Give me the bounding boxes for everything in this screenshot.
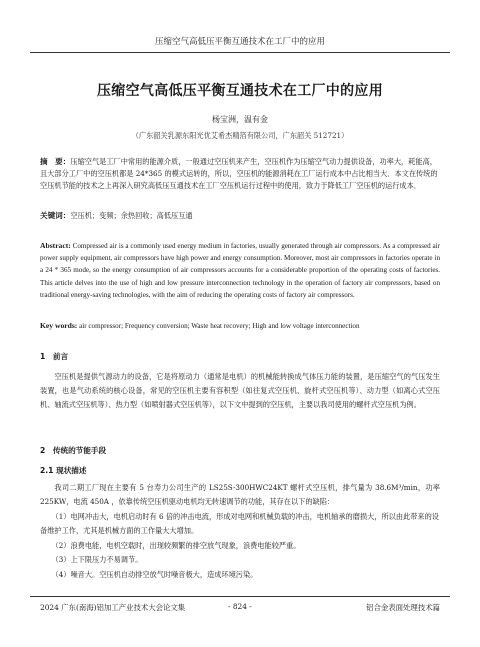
abstract-en-label: Abstract: (40, 241, 71, 250)
defect-list (40, 510, 440, 582)
keywords-en (40, 320, 440, 332)
footer-rule (30, 596, 450, 597)
article-title: 压缩空气高低压平衡互通技术在工厂中的应用 (97, 83, 383, 99)
abstract-cn (40, 156, 440, 192)
section-1-heading: 1 前言 (40, 352, 69, 361)
abstract-text: 压缩空气是工厂中常用的能源介质，一般通过空压机来产生，空压机作为压缩空气动力提供设备，功率大，耗能高，且大部分工厂中的空压机都是 24*365 的模式运转的，所以，空压机的能源消耗在工厂运行成本中占比相当大．本文在传统的空压机节能的技术之上再深入研究高低压互通技术在工厂空压机运行过程中的使用，致力于降低工厂空压机的运行成本． (40, 157, 438, 190)
section-1-text: 空压机是提供气源动力的设备，它是将原动力（通常是电机）的机械能转换成气体压力能的装置，是压缩空气的气压发生装置，也是气动系统的核心设备，常见的空压机主要有容积型（如往复式空压机、旋杆式空压机等）、动力型（如离心式空压机、轴流式空压机等）、热力型（如喷射器式空压机等），以下文中提到的空压机，主要以我司使用的螺杆式空压机为例。 (40, 372, 440, 409)
list-item: （1）电网冲击大，电机启动时有 6 倍的冲击电流，形成对电网和机械负载的冲击，电机轴承的磨损大，所以由此带来的设备维护工作，尤其是机械方面的工作量大大增加。 (40, 512, 439, 536)
section-2-1-text: 我司二期工厂现在主要有 5 台寿力公司生产的 LS25S-300HWC24KT 螺杆式空压机，排气量为 38.6M³/min，功率 225KW，电流 450A ，依靠传统空压机驱动电机均无转速调节的功能，其存在以下的缺陷： (40, 483, 440, 506)
footer-right: 铝合金表面处理技术篇 (366, 603, 440, 612)
header-rule (30, 52, 450, 53)
section-2-heading: 2 传统的节能手段 (40, 446, 107, 455)
keywords-text: 空压机；变频；余热回收；高低压互通 (70, 211, 193, 220)
footer-left: 2024 广东(南海)铝加工产业技术大会论文集 (40, 603, 186, 612)
list-item: （4）噪音大。空压机自动排空放气时噪音极大，造成环境污染。 (51, 569, 258, 579)
abstract-en-text: Compressed air is a commonly used energy medium in factories, usually generated through air compressors. As a compressed air power supply equipment, air compressors have high power and energy consumption. Moreover, most air compressors in factories operate in a 24 * 365 mode, so the energy consumption of air compressors accounts for a considerable proportion of the operating costs of factories. This article delves into the use of high and low pressure interconnection technology in the operation of factory air compressors, based on traditional energy-saving technologies, with the aim of reducing the operating costs of factory air compressors. (40, 242, 440, 299)
article-authors: 杨宝洲，温有金 (212, 115, 268, 124)
keywords-cn (40, 210, 440, 222)
page-number: - 824 - (228, 602, 252, 611)
abstract-label: 摘 要： (40, 157, 71, 166)
abstract-en (40, 240, 440, 301)
article-affiliation: （广东韶关乳源东阳光优艾希杰精箔有限公司，广东韶关 512721） (131, 131, 349, 140)
running-header: 压缩空气高低压平衡互通技术在工厂中的应用 (154, 37, 325, 47)
list-item: （2）浪费电能，电机空载时，出现较频繁的排空放气现象，浪费电能较严重。 (51, 540, 301, 550)
keywords-en-label: Key words: (40, 321, 78, 330)
keywords-label: 关键词： (40, 211, 71, 220)
keywords-en-text: air compressor; Frequency conversion; Waste heat recovery; High and low voltage interconnection (79, 322, 360, 330)
list-item: （3）上下限压力不易调节。 (51, 555, 143, 565)
section-2-1-heading: 2.1 现状描述 (40, 466, 87, 475)
